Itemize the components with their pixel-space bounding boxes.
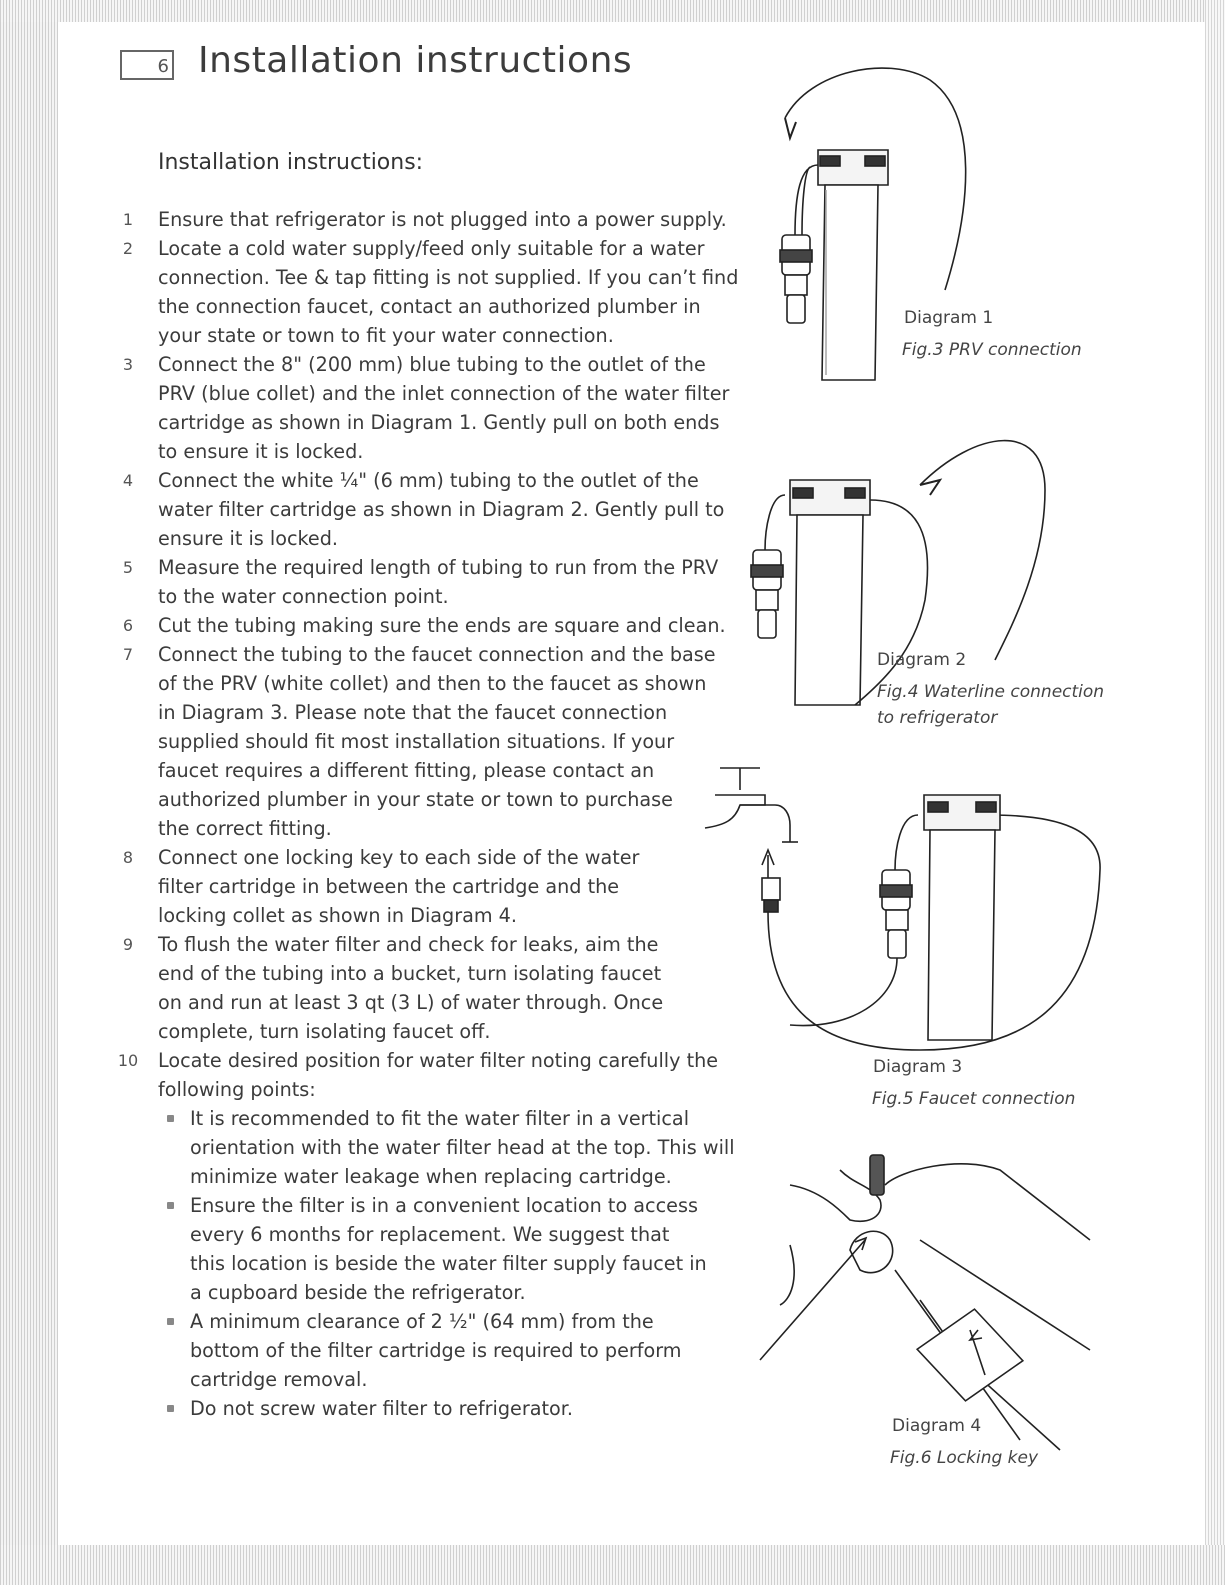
step-number: 4 (122, 471, 134, 490)
step-item (0, 640, 740, 843)
diagram-4 (760, 1130, 1100, 1480)
diagram-caption: Fig.5 Faucet connection (872, 1089, 1076, 1109)
diagram-1 (770, 60, 1090, 390)
step-item (0, 1046, 740, 1104)
bullet-item (158, 1104, 740, 1191)
step-item (0, 350, 740, 466)
step-text: filter cartridge in between the cartridge and the (158, 875, 620, 898)
bullet-square-icon (167, 1318, 174, 1325)
step-text: complete, turn isolating faucet off. (158, 1020, 491, 1043)
step-text: in Diagram 3. Please note that the faucet connection (158, 701, 668, 724)
step-text: to the water connection point. (158, 585, 449, 608)
step-text: locking collet as shown in Diagram 4. (158, 904, 517, 927)
scan-border-right (1205, 0, 1225, 1585)
diagram-2 (745, 420, 1105, 740)
page-number: 6 (157, 56, 169, 77)
faucet-icon (705, 768, 798, 842)
step-item (0, 843, 740, 930)
bullet-square-icon (167, 1202, 174, 1209)
bullet-text: It is recommended to fit the water filter in a vertical (190, 1107, 690, 1130)
step-number: 2 (122, 239, 134, 258)
diagram-caption: Fig.3 PRV connection (902, 340, 1082, 360)
step-text: your state or town to fit your water connection. (158, 324, 614, 347)
step-text: following points: (158, 1078, 316, 1101)
bullet-item (158, 1191, 740, 1307)
step-text: to ensure it is locked. (158, 440, 364, 463)
step-text: supplied should fit most installation situations. If your (158, 730, 675, 753)
step-number: 9 (122, 935, 134, 954)
bullet-square-icon (167, 1115, 174, 1122)
step-text: Locate desired position for water filter noting carefully the (158, 1049, 719, 1072)
page-title: Installation instructions (198, 40, 633, 81)
step-number: 10 (117, 1051, 139, 1070)
bullet-text: Ensure the filter is in a convenient location to access (190, 1194, 698, 1217)
diagram-label: Diagram 4 (892, 1416, 982, 1436)
bullet-text: every 6 months for replacement. We suggest that (190, 1223, 670, 1246)
step-text: Connect the 8" (200 mm) blue tubing to the outlet of the (158, 353, 706, 376)
step-text: on and run at least 3 qt (3 L) of water through. Once (158, 991, 664, 1014)
diagram-3 (700, 750, 1120, 1120)
step-text: authorized plumber in your state or town to purchase (158, 788, 673, 811)
step-number: 7 (122, 645, 134, 664)
step-text: Measure the required length of tubing to run from the PRV (158, 556, 719, 579)
scan-border-bottom (0, 1545, 1225, 1585)
bullet-text: a cupboard beside the refrigerator. (190, 1281, 526, 1304)
step-text: cartridge as shown in Diagram 1. Gently pull on both ends (158, 411, 720, 434)
step-number: 6 (122, 616, 134, 635)
diagram-label: Diagram 3 (873, 1057, 963, 1077)
step-text: Connect the tubing to the faucet connection and the base (158, 643, 716, 666)
step-item (0, 205, 740, 234)
step-text: ensure it is locked. (158, 527, 339, 550)
bullet-text: orientation with the water filter head at the top. This will (190, 1136, 735, 1159)
step-text: of the PRV (white collet) and then to the faucet as shown (158, 672, 707, 695)
bullet-text: A minimum clearance of 2 ½" (64 mm) from the (190, 1310, 654, 1333)
diagram-caption: Fig.6 Locking key (890, 1448, 1039, 1468)
step-text: Connect the white ¼" (6 mm) tubing to the outlet of the (158, 469, 699, 492)
section-heading: Installation instructions: (158, 150, 424, 175)
step-number: 8 (122, 848, 134, 867)
bullet-text: Do not screw water filter to refrigerator. (190, 1397, 573, 1420)
step-text: the connection faucet, contact an authorized plumber in (158, 295, 701, 318)
step-text: Locate a cold water supply/feed only suitable for a water (158, 237, 705, 260)
step-number: 1 (122, 210, 134, 229)
step-item (0, 553, 740, 611)
diagram-caption-line2: to refrigerator (877, 708, 998, 728)
step-text: faucet requires a different fitting, please contact an (158, 759, 655, 782)
step-text: To flush the water filter and check for leaks, aim the (158, 933, 659, 956)
step-text: PRV (blue collet) and the inlet connection of the water filter (158, 382, 730, 405)
step-text: connection. Tee & tap fitting is not supplied. If you can’t find (158, 266, 739, 289)
bullet-text: cartridge removal. (190, 1368, 368, 1391)
bullet-text: this location is beside the water filter supply faucet in (190, 1252, 707, 1275)
scan-border-top (0, 0, 1225, 22)
instruction-steps (0, 205, 740, 1423)
step-text: the correct fitting. (158, 817, 332, 840)
diagram-label: Diagram 2 (877, 650, 967, 670)
bullet-text: minimize water leakage when replacing cartridge. (190, 1165, 672, 1188)
step-number: 3 (122, 355, 134, 374)
diagram-caption: Fig.4 Waterline connection (877, 682, 1105, 702)
step-item (0, 466, 740, 553)
page-number-box (120, 50, 174, 80)
bullet-item (158, 1394, 740, 1423)
step-item (0, 930, 740, 1046)
step-number: 5 (122, 558, 134, 577)
step-text: end of the tubing into a bucket, turn isolating faucet (158, 962, 662, 985)
bullet-text: bottom of the filter cartridge is required to perform (190, 1339, 682, 1362)
bullet-item (158, 1307, 740, 1394)
diagram-label: Diagram 1 (904, 308, 994, 328)
step-item (0, 611, 740, 640)
step-text: Cut the tubing making sure the ends are square and clean. (158, 614, 726, 637)
step-text: water filter cartridge as shown in Diagram 2. Gently pull to (158, 498, 725, 521)
bullet-square-icon (167, 1405, 174, 1412)
bullet-list (0, 1104, 740, 1423)
step-item (0, 234, 740, 350)
step-text: Connect one locking key to each side of the water (158, 846, 640, 869)
step-text: Ensure that refrigerator is not plugged into a power supply. (158, 208, 727, 231)
